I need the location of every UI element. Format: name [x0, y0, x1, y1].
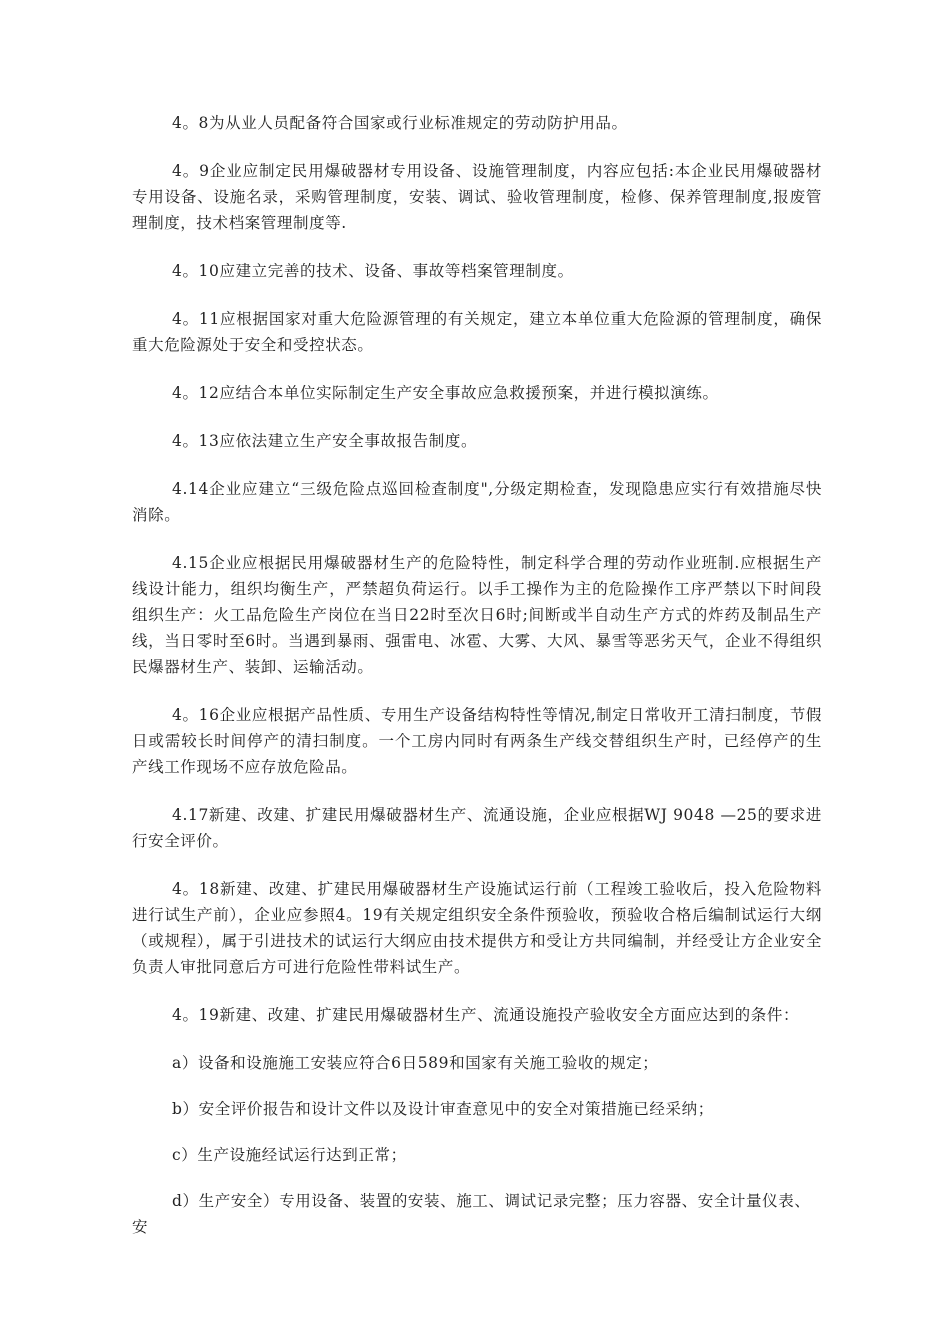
paragraph-4-16: 4。16企业应根据产品性质、专用生产设备结构特性等情况,制定日常收开工清扫制度，节假日或需较长时间停产的清扫制度。一个工房内同时有两条生产线交替组织生产时，已经停产的生产线工作现场不应存放危险品。 — [132, 706, 822, 776]
paragraph-4-13: 4。13应依法建立生产安全事故报告制度。 — [172, 432, 478, 450]
paragraph-4-10: 4。10应建立完善的技术、设备、事故等档案管理制度。 — [172, 262, 574, 280]
list-item-d: d）生产安全）专用设备、装置的安装、施工、调试记录完整；压力容器、安全计量仪表、安 — [132, 1192, 811, 1236]
paragraph-4-8: 4。8为从业人员配备符合国家或行业标准规定的劳动防护用品。 — [172, 114, 628, 132]
paragraph-4-9: 4。9企业应制定民用爆破器材专用设备、设施管理制度，内容应包括:本企业民用爆破器材专用设备、设施名录，采购管理制度，安装、调试、验收管理制度，检修、保养管理制度,报废管理制度，技术档案管理制度等. — [132, 162, 822, 232]
paragraph-4-14: 4.14企业应建立“三级危险点巡回检查制度",分级定期检查，发现隐患应实行有效措施尽快消除。 — [132, 480, 822, 524]
document-body — [132, 110, 822, 1260]
paragraph-4-12: 4。12应结合本单位实际制定生产安全事故应急救援预案，并进行模拟演练。 — [172, 384, 719, 402]
paragraph-4-19: 4。19新建、改建、扩建民用爆破器材生产、流通设施投产验收安全方面应达到的条件： — [172, 1006, 800, 1024]
list-item-c: c）生产设施经试运行达到正常； — [172, 1146, 407, 1164]
list-item-a: a）设备和设施施工安装应符合6日589和国家有关施工验收的规定； — [172, 1054, 659, 1072]
paragraph-4-15: 4.15企业应根据民用爆破器材生产的危险特性，制定科学合理的劳动作业班制.应根据生产线设计能力，组织均衡生产，严禁超负荷运行。以手工操作为主的危险操作工序严禁以下时间段组织生产：火工品危险生产岗位在当日22时至次日6时;间断或半自动生产方式的炸药及制品生产线，当日零时至6时。当遇到暴雨、强雷电、冰雹、大雾、大风、暴雪等恶劣天气，企业不得组织民爆器材生产、装卸、运输活动。 — [132, 554, 822, 676]
paragraph-4-11: 4。11应根据国家对重大危险源管理的有关规定，建立本单位重大危险源的管理制度，确保重大危险源处于安全和受控状态。 — [132, 310, 822, 354]
paragraph-4-18: 4。18新建、改建、扩建民用爆破器材生产设施试运行前（工程竣工验收后，投入危险物料进行试生产前），企业应参照4。19有关规定组织安全条件预验收，预验收合格后编制试运行大纲（或规程），属于引进技术的试运行大纲应由技术提供方和受让方共同编制，并经受让方企业安全负责人审批同意后方可进行危险性带料试生产。 — [132, 880, 822, 976]
paragraph-4-17: 4.17新建、改建、扩建民用爆破器材生产、流通设施，企业应根据WJ 9048 —25的要求进行安全评价。 — [132, 806, 822, 850]
list-item-b: b）安全评价报告和设计文件以及设计审查意见中的安全对策措施已经采纳； — [172, 1100, 714, 1118]
